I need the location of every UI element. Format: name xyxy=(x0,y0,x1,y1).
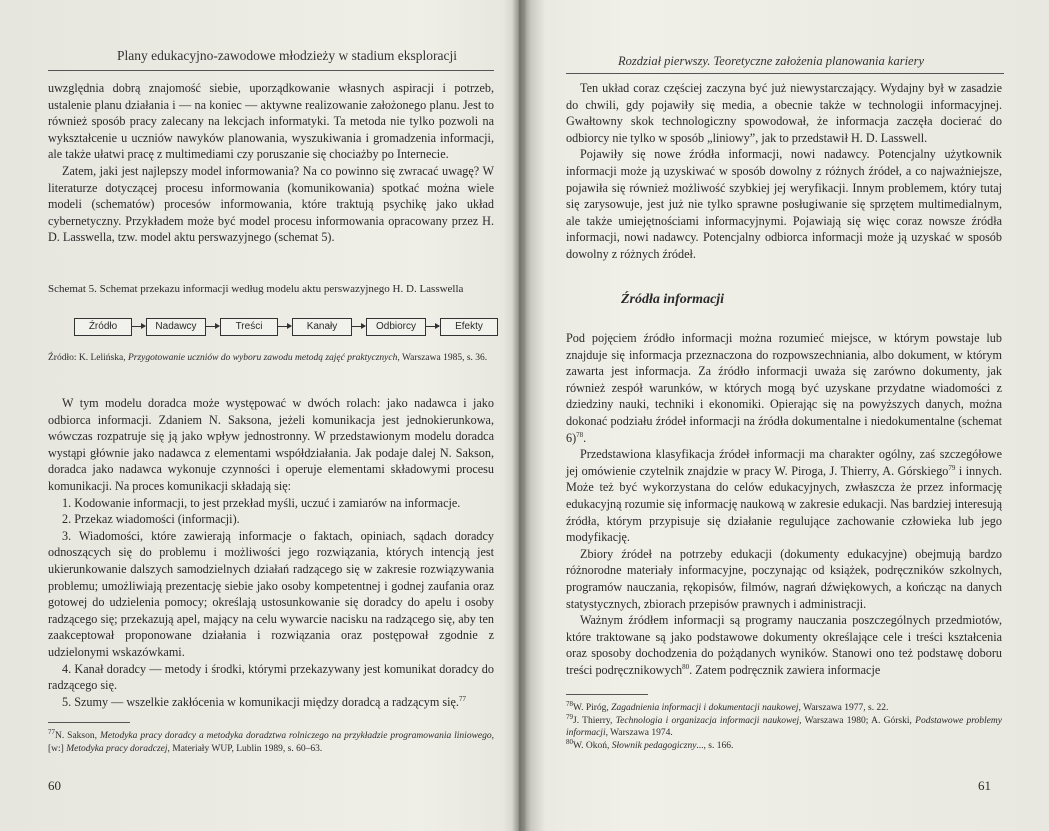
scheme-arrow xyxy=(351,326,365,327)
footnote-title: Zagadnienia informacji i dokumentacji naukowej xyxy=(611,703,799,713)
footnote-ref-79: 79 xyxy=(948,463,956,472)
right-paragraph-6-start: Ważnym źródłem informacji są programy nauczania poszczególnych przedmiotów, które traktowane są jako podstawowe dokumenty określające cele i treści kształcenia oraz sposoby dochodzenia do pożądanych wyników. Stanowi ono też podstawę doboru treści podręcznikowych xyxy=(566,613,1002,677)
scheme-arrow xyxy=(131,326,145,327)
left-running-header: Plany edukacyjno-zawodowe młodzieży w stadium eksploracji xyxy=(117,48,458,63)
footnote-77 xyxy=(48,727,495,755)
source-suffix: , Warszawa 1985, s. 36. xyxy=(397,353,488,363)
footnote-author: W. Piróg, xyxy=(573,703,612,713)
right-paragraph-3: Pod pojęciem źródło informacji można rozumieć miejsce, w którym powstaje lub znajduje się informacja przeznaczona do rozpowszechniania, albo dokument, w którym zawarta jest informacja. Za źródło informacji uważa się zarówno dokumenty, jak również zespół warunków, w których mogą być uzyskane przydatne wiadomości z dziedziny nauki, techniki i ekonomiki. Opierając się na powyższych danych, można dokonać podziału źródeł informacji na źródła dokumentalne i niedokumentalne (schemat 6) xyxy=(566,331,1002,445)
right-header-rule xyxy=(566,73,1004,74)
scheme-arrow xyxy=(425,326,439,327)
right-paragraph-4-end: i innych. Może też być wykorzystana do celów edukacyjnych, zwłaszcza że przez informację edukacyjną rozumie się informację naukową w zakresie edukacji. Nas bardziej interesują źródła, którym przypisuje się działanie regulujące zachowanie człowieka lub jego modyfikację. xyxy=(566,463,1002,545)
left-page xyxy=(0,0,512,831)
footnote-number: 79 xyxy=(566,712,573,721)
lasswell-scheme-diagram xyxy=(74,318,484,342)
list-item-1: 1. Kodowanie informacji, to jest przekład myśli, uczuć i zamiarów na informacje. xyxy=(62,495,461,510)
scheme-box-receivers: Odbiorcy xyxy=(366,318,426,336)
list-item-5: 5. Szumy — wszelkie zakłócenia w komunikacji między doradcą a radzącym się. xyxy=(62,694,459,709)
footnote-79 xyxy=(566,712,1002,740)
right-footnote-rule xyxy=(566,694,648,695)
source-title: Przygotowanie uczniów do wyboru zawodu metodą zajęć praktycznych xyxy=(127,353,398,363)
scheme-source xyxy=(48,352,488,365)
right-paragraph-2: Pojawiły się nowe źródła informacji, nowi nadawcy. Potencjalny użytkownik informacji może ją uzyskiwać w sposób dowolny z różnych źródeł, a co najważniejsze, pojawiła się również możliwość szybkiej jej weryfikacji. Innym problemem, który tutaj się zarysowuje, jest już nie tylko sprawne posługiwanie się sprzętem multimedialnym, ale także umiejętnościami informacyjnymi. Pojawiają się więc coraz nowsze źródła informacji, nowi nadawcy. Potencjalny odbiorca informacji może ją uzyskać w sposób dowolny z różnych źródeł. xyxy=(566,147,1002,261)
right-paragraph-3-wrap: Pod pojęciem źródło informacji można rozumieć miejsce, w którym powstaje lub znajduje się informacja przeznaczona do rozpowszechniania, albo dokument, w którym zawarta jest informacja. Za źródło informacji uważa się zarówno dokumenty, jak również zespół warunków, w których mogą być uzyskane przydatne wiadomości z dziedziny nauki, techniki i ekonomiki. Opierając się na powyższych danych, można dokonać podziału źródeł informacji na źródła dokumentalne i niedokumentalne (schemat 6)$^{78}$. xyxy=(566,331,1002,445)
right-footnotes xyxy=(566,699,1002,752)
footnote-title-2: Podstawowe problemy informacji xyxy=(566,715,1002,738)
footnote-number: 80 xyxy=(566,737,573,746)
footnote-author: W. Okoń, xyxy=(573,740,612,751)
footnote-title: Metodyka pracy doradcy a metodyka doradztwa rolniczego na przykładzie programowania liniowego xyxy=(99,731,492,741)
footnote-in: , [w:] xyxy=(48,731,495,754)
footnote-publisher-2: , Warszawa 1974. xyxy=(605,728,673,738)
left-header-rule xyxy=(48,70,494,71)
footnote-78 xyxy=(566,699,1002,715)
scheme-box-content: Treści xyxy=(220,318,278,336)
right-paragraph-5: Zbiory źródeł na potrzeby edukacji (dokumenty edukacyjne) obejmują bardzo różnorodne materiały informacyjne, poczynając od książek, podręczników szkolnych, programów nauczania, rękopisów, filmów, nagrań dźwiękowych, a kończąc na danych statystycznych, zbiorach przepisów prawnych i administracji. xyxy=(566,546,1002,611)
footnote-number: 77 xyxy=(48,727,55,736)
right-paragraph-1: Ten układ coraz częściej zaczyna być już niewystarczający. Wydajny był w zasadzie do chwili, gdy pojawiły się media, a obecnie także w technologii informacyjnej. Gwałtowny skok technologiczny spowodował, że informacja zaczęła docierać do odbiorcy nie tylko w sposób „liniowy”, jak to przedstawił H. D. Lasswell. xyxy=(566,81,1002,145)
footnote-ref-80: 80 xyxy=(682,662,690,671)
list-item-4: 4. Kanał doradcy — metody i środki, którymi przekazywany jest komunikat doradcy do radzącego się. xyxy=(48,661,494,693)
footnote-publisher: ..., s. 166. xyxy=(696,740,734,751)
right-paragraph-4 xyxy=(566,446,1002,546)
scheme-caption: Schemat 5. Schemat przekazu informacji według modelu aktu perswazyjnego H. D. Lasswella xyxy=(48,283,464,295)
footnote-ref-77: 77 xyxy=(458,694,466,703)
footnote-title-2: Metodyka pracy doradczej xyxy=(66,743,168,754)
section-title: Źródła informacji xyxy=(621,292,725,307)
list-item-5-wrap xyxy=(48,694,494,711)
right-body-top xyxy=(566,80,1002,263)
footnote-publisher: , Warszawa 1977, s. 22. xyxy=(798,703,889,713)
footnote-publisher: , Materiały WUP, Lublin 1989, s. 60–63. xyxy=(167,743,323,754)
right-body-bottom xyxy=(566,330,1002,678)
footnote-number: 78 xyxy=(566,699,573,708)
scheme-box-channels: Kanały xyxy=(292,318,352,336)
right-page xyxy=(526,0,1049,831)
footnote-author: N. Sakson, xyxy=(55,731,100,741)
left-body-bottom xyxy=(48,395,494,710)
footnote-title: Technologia i organizacja informacji naukowej xyxy=(615,715,800,726)
left-page-number: 60 xyxy=(48,778,61,793)
right-paragraph-6 xyxy=(566,612,1002,678)
footnote-publisher: , Warszawa 1980; A. Górski, xyxy=(799,715,916,726)
left-footnote-rule xyxy=(48,722,130,723)
scheme-arrow xyxy=(205,326,219,327)
scheme-arrow xyxy=(277,326,291,327)
scheme-box-source: Źródło xyxy=(74,318,132,336)
right-page-number: 61 xyxy=(978,778,991,793)
left-paragraph-2: Zatem, jaki jest najlepszy model informowania? Na co powinno się zwracać uwagę? W literaturze dotyczącej procesu informowania (komunikowania) spotkać można wiele modeli (schematów) procesów informowania, które traktują psychikę jako układ cybernetyczny. Przykładem może być model procesu informowania opracowany przez H. D. Lasswella, tzw. model aktu perswazyjnego (schemat 5). xyxy=(48,163,494,245)
footnote-ref-78: 78 xyxy=(576,430,584,439)
footnote-80 xyxy=(566,737,1002,753)
list-item-2: 2. Przekaz wiadomości (informacji). xyxy=(62,512,240,527)
source-prefix: Źródło: K. Lelińska, xyxy=(48,353,128,363)
left-paragraph-3: W tym modelu doradca może występować w dwóch rolach: jako nadawca i jako odbiorca informacji. Zdaniem N. Saksona, jeżeli komunikacja jest jednokierunkowa, wówczas rozpatruje się ją jako wpływ jednostronny. W przedstawionym modelu doradca wystąpi głównie jako nadawca z elementami współdziałania. Jak podaje dalej N. Sakson, doradca jako nadawca wykonuje czynności i operuje elementami składowymi procesu komunikacji. Na proces komunikacji składają się: xyxy=(48,396,494,493)
book-spine xyxy=(512,0,526,831)
right-running-header: Rozdział pierwszy. Teoretyczne założenia planowania kariery xyxy=(618,54,925,68)
left-body-top xyxy=(48,80,494,246)
right-paragraph-4-start: Przedstawiona klasyfikacja źródeł informacji ma charakter ogólny, zaś szczegółowe jej omówienie czytelnik znajdzie w pracy W. Piroga, J. Thierry, A. Górskiego xyxy=(566,447,1002,478)
left-paragraph-1: uwzględnia dobrą znajomość siebie, uporządkowanie własnych aspiracji i potrzeb, ustalenie planu działania i — na koniec — aktywne realizowanie założonego planu. Jest to również sposób pracy zalecany na lekcjach informatyki. Ta metoda nie tylko pozwoli na wykształcenie u uczniów nawyków planowania, wyszukiwania i gromadzenia informacji, ale także ułatwi pracę z multimediami czy poruszanie się chociażby po Internecie. xyxy=(48,81,494,162)
scheme-box-senders: Nadawcy xyxy=(146,318,206,336)
scheme-box-effects: Efekty xyxy=(440,318,498,336)
footnote-title: Słownik pedagogiczny xyxy=(611,740,697,751)
right-paragraph-6-end: . Zatem podręcznik zawiera informacje xyxy=(689,662,881,677)
footnote-author: J. Thierry, xyxy=(573,715,616,726)
list-item-3: 3. Wiadomości, które zawierają informacje o faktach, opiniach, sądach doradcy odnoszących się do problemu i możliwości jego rozwiązania, których intencją jest ukierunkowanie dalszych samodzielnych działań radzącego się w zakresie rozwiązywania problemu; umożliwiają prezentację siebie jako osoby kompetentnej i godnej zaufania oraz gotowej do udzielenia pomocy; określają ustosunkowanie się doradcy do apelu i osoby radzącego się; przekazują apel, mający na celu wywarcie nacisku na radzącego się, aby ten zaakceptował proponowane działania i rozwiązania oraz postępował zgodnie z udzielonymi wskazówkami. xyxy=(48,528,494,659)
